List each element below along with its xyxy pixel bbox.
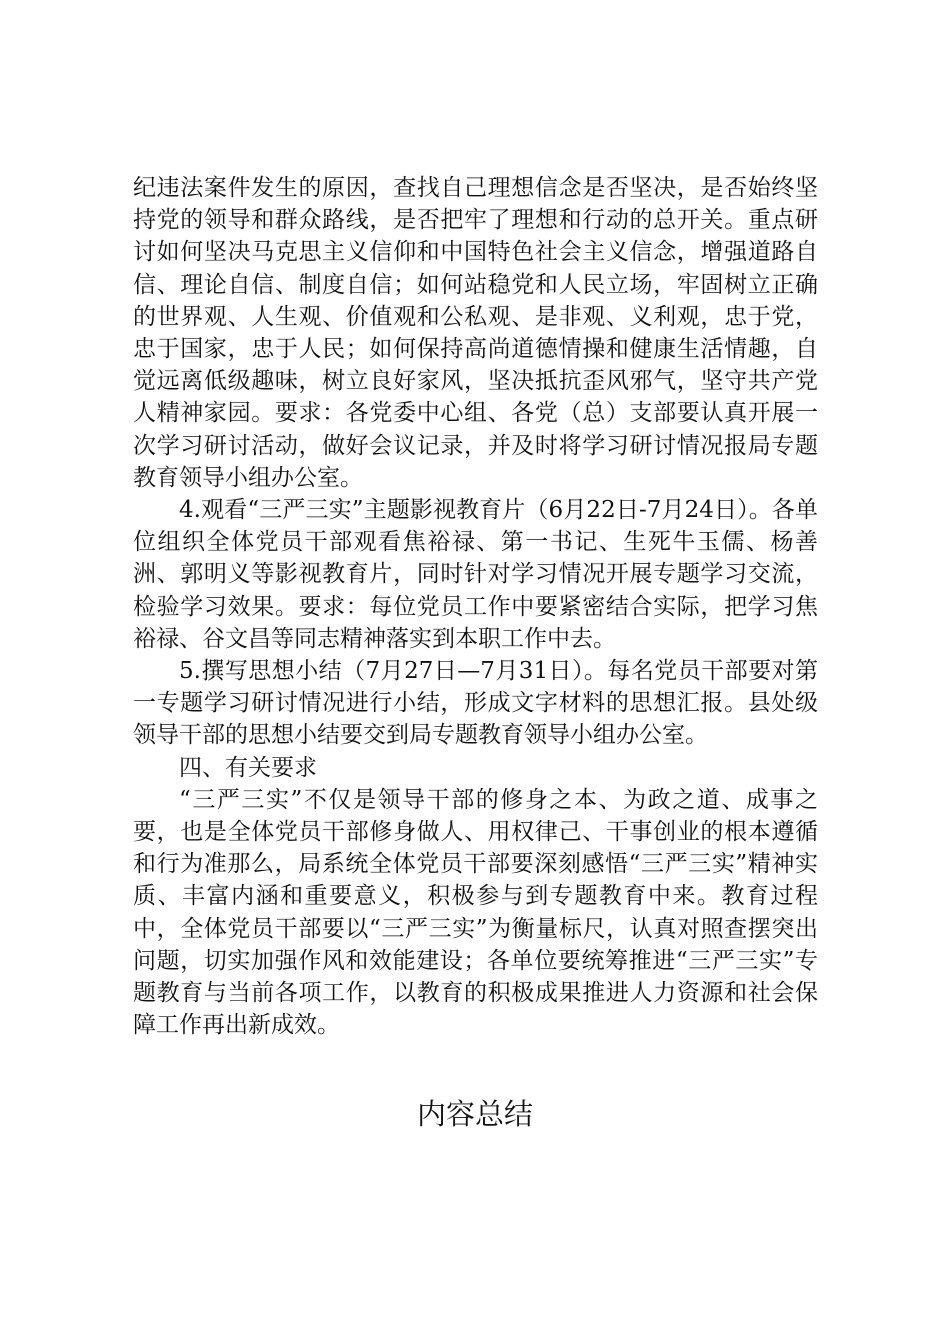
paragraph-requirements: “三严三实”不仅是领导干部的修身之本、为政之道、成事之要，也是全体党员干部修身做人、用权律己、干事创业的根本遵循和行为准那么，局系统全体党员干部要深刻感悟“三严三实”精神实质、丰富内涵和重要意义，积极参与到专题教育中来。教育过程中，全体党员干部要以“三严三实”为衡量标尺，认真对照查摆突出问题，切实加强作风和效能建设；各单位要统筹推进“三严三实”专题教育与当前各项工作，以教育的积极成果推进人力资源和社会保障工作再出新成效。 [133, 786, 818, 1039]
paragraph-item-5-summary-writing: 5.撰写思想小结（7月27日—7月31日）。每名党员干部要对第一专题学习研讨情况进行小结，形成文字材料的思想汇报。县处级领导干部的思想小结要交到局专题教育领导小组办公室。 [133, 658, 818, 749]
paragraph-study-discussion: 纪违法案件发生的原因，查找自己理想信念是否坚决，是否始终坚持党的领导和群众路线，是否把牢了理想和行动的总开关。重点研讨如何坚决马克思主义信仰和中国特色社会主义信念，增强道路自信、理论自信、制度自信；如何站稳党和人民立场，牢固树立正确的世界观、人生观、价值观和公私观、是非观、义利观，忠于党，忠于国家，忠于人民；如何保持高尚道德情操和健康生活情趣，自觉远离低级趣味，树立良好家风，坚决抵抗歪风邪气，坚守共产党人精神家园。要求：各党委中心组、各党（总）支部要认真开展一次学习研讨活动，做好会议记录，并及时将学习研讨情况报局专题教育领导小组办公室。 [133, 175, 818, 491]
summary-heading: 内容总结 [416, 1097, 533, 1131]
section-heading-requirements: 四、有关要求 [179, 754, 317, 781]
paragraph-item-4-film-viewing: 4.观看“三严三实”主题影视教育片（6月22日-7月24日）。各单位组织全体党员干部观看焦裕禄、第一书记、生死牛玉儒、杨善洲、郭明义等影视教育片，同时针对学习情况开展专题学习交流，检验学习效果。要求：每位党员工作中要紧密结合实际，把学习焦裕禄、谷文昌等同志精神落实到本职工作中去。 [133, 497, 818, 652]
document-body [133, 172, 818, 1041]
